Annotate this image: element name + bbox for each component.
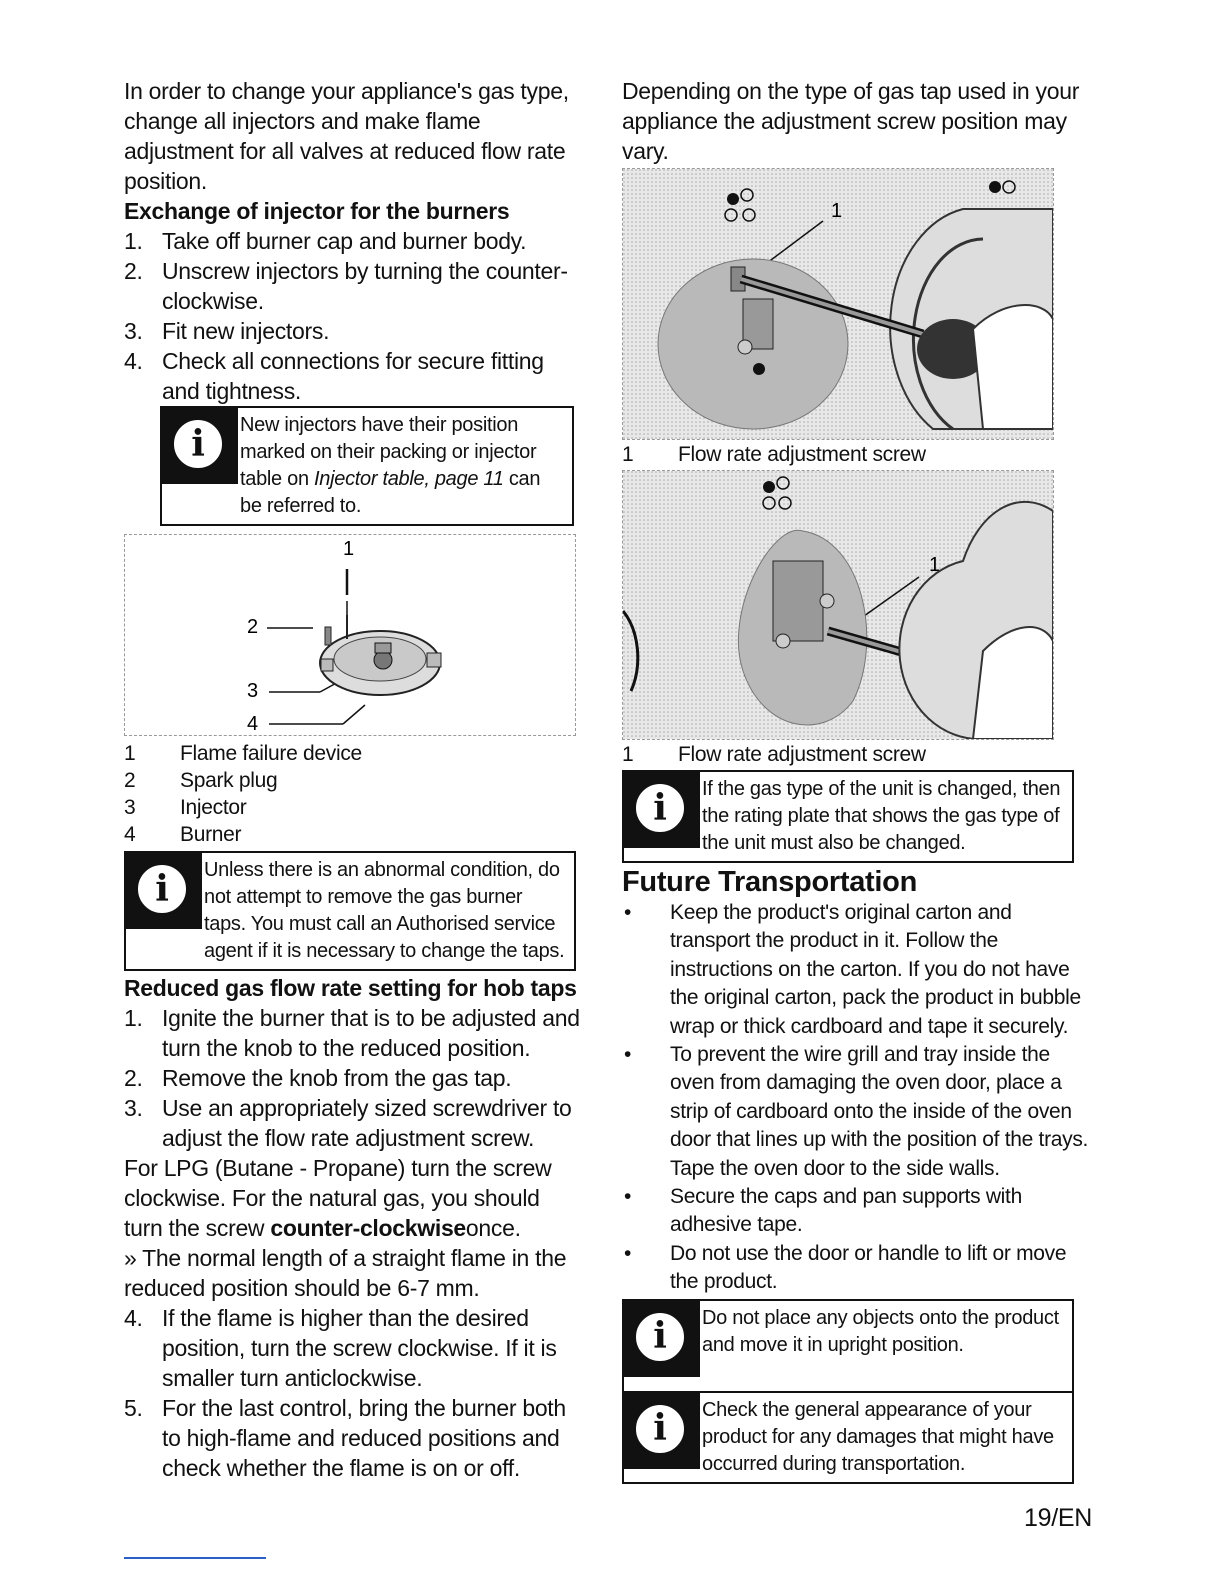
adjustment-screw-intro: Depending on the type of gas tap used in your appliance the adjustment screw position may vary. bbox=[622, 78, 1080, 164]
burner-illustration bbox=[125, 535, 575, 735]
screwdriver-illustration-1 bbox=[623, 169, 1053, 439]
list-item: • To prevent the wire grill and tray inside the oven from damaging the oven door, place a strip of cardboard onto the inside of the oven door that lines up with the position of the trays. Tape the oven door to the side walls. bbox=[622, 1041, 1092, 1183]
figure-label-2: 2 bbox=[247, 616, 259, 638]
figure-label-1: 1 bbox=[929, 554, 941, 576]
list-item: 3. Use an appropriately sized screwdriver to adjust the flow rate adjustment screw. bbox=[124, 1095, 572, 1151]
list-item: 4. If the flame is higher than the desired position, turn the screw clockwise. If it is smaller turn anticlockwise. bbox=[124, 1305, 557, 1391]
lpg-paragraph: For LPG (Butane - Propane) turn the screw clockwise. For the natural gas, you should turn the screw counter-clockwiseonce. bbox=[124, 1155, 552, 1241]
left-column bbox=[124, 76, 580, 1483]
list-item: 1. Ignite the burner that is to be adjusted and turn the knob to the reduced position. bbox=[124, 1005, 580, 1061]
list-item: • Do not use the door or handle to lift or move the product. bbox=[622, 1240, 1092, 1297]
info-icon: i bbox=[624, 772, 700, 848]
figure-label-1: 1 bbox=[343, 538, 355, 560]
injector-table-reference: Injector table, page 11 bbox=[314, 468, 504, 490]
list-item: 3. Fit new injectors. bbox=[124, 318, 330, 344]
figure-caption-1: 1 Flow rate adjustment screw bbox=[622, 443, 926, 466]
heading-future-transportation: Future Transportation bbox=[622, 866, 917, 898]
figure-caption-2: 1 Flow rate adjustment screw bbox=[622, 743, 926, 766]
transport-bullets bbox=[622, 899, 1092, 1297]
list-item: • Keep the product's original carton and transport the product in it. Follow the instructions on the carton. If you do not have the original carton, pack the product in bubble wrap or thick cardboard and tape it securely. bbox=[622, 899, 1092, 1041]
list-item: 2. Remove the knob from the gas tap. bbox=[124, 1065, 512, 1091]
list-item: 1. Take off burner cap and burner body. bbox=[124, 228, 527, 254]
info-note-injectors: i New injectors have their position marked on their packing or injector table on Injector table, page 11 can be referred to. bbox=[160, 406, 574, 526]
burner-diagram bbox=[124, 534, 576, 736]
reduced-flow-steps bbox=[124, 1003, 580, 1153]
normal-flame-paragraph: » The normal length of a straight flame in the reduced position should be 6-7 mm. bbox=[124, 1245, 567, 1301]
injector-steps bbox=[124, 226, 580, 406]
screwdriver-illustration-2 bbox=[623, 471, 1053, 739]
legend-item: 4 Burner bbox=[124, 823, 242, 846]
figure-label-3: 3 bbox=[247, 680, 259, 702]
figure-label-4: 4 bbox=[247, 713, 259, 735]
final-steps bbox=[124, 1303, 580, 1483]
info-icon: i bbox=[624, 1301, 700, 1377]
list-item: • Secure the caps and pan supports with adhesive tape. bbox=[622, 1183, 1092, 1240]
heading-exchange-injector: Exchange of injector for the burners bbox=[124, 198, 510, 224]
info-note-rating-plate: i If the gas type of the unit is changed, then the rating plate that shows the gas type of the unit must also be changed. bbox=[622, 770, 1074, 863]
page-number: 19/EN bbox=[1024, 1504, 1092, 1532]
legend-item: 2 Spark plug bbox=[124, 769, 278, 792]
intro-paragraph: In order to change your appliance's gas type, change all injectors and make flame adjustment for all valves at reduced flow rate position. bbox=[124, 78, 569, 194]
right-column bbox=[622, 76, 1092, 1484]
list-item: 2. Unscrew injectors by turning the counter-clockwise. bbox=[124, 258, 568, 314]
list-item: 5. For the last control, bring the burner both to high-flame and reduced positions and check whether the flame is on or off. bbox=[124, 1395, 566, 1481]
legend-item: 3 Injector bbox=[124, 796, 247, 819]
gas-tap-figure-2 bbox=[622, 470, 1054, 740]
heading-reduced-flow: Reduced gas flow rate setting for hob taps bbox=[124, 975, 577, 1001]
footer-rule bbox=[124, 1557, 266, 1559]
info-note-damage-check: i Check the general appearance of your product for any damages that might have occurred during transportation. bbox=[622, 1393, 1074, 1484]
info-note-upright: i Do not place any objects onto the product and move it in upright position. bbox=[622, 1299, 1074, 1393]
figure-label-1: 1 bbox=[831, 200, 843, 222]
info-icon: i bbox=[624, 1393, 700, 1469]
burner-legend bbox=[124, 740, 580, 848]
gas-tap-figure-1 bbox=[622, 168, 1054, 440]
list-item: 4. Check all connections for secure fitting and tightness. bbox=[124, 348, 544, 404]
legend-item: 1 Flame failure device bbox=[124, 742, 362, 765]
info-note-gas-burner-taps: i Unless there is an abnormal condition, do not attempt to remove the gas burner taps. You must call an Authorised service agent if it is necessary to change the taps. bbox=[124, 851, 576, 971]
info-icon: i bbox=[126, 853, 202, 929]
info-icon: i bbox=[162, 408, 238, 484]
